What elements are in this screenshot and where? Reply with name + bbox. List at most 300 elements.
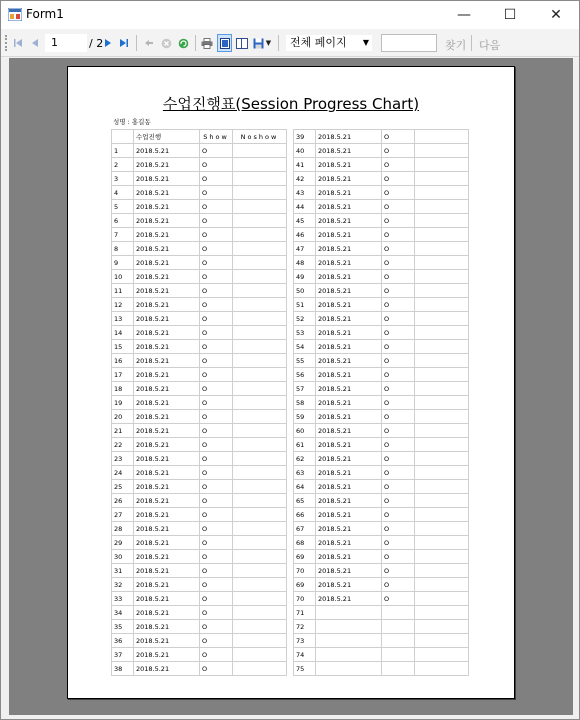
table-row [112,522,287,536]
session-date: 2018.5.21 [134,354,200,368]
show-mark [382,662,415,676]
noshow-mark [233,270,287,284]
session-date: 2018.5.21 [134,606,200,620]
session-date: 2018.5.21 [134,662,200,676]
row-number: 56 [294,368,316,382]
table-row [112,508,287,522]
show-mark: O [200,480,233,494]
show-mark: O [200,578,233,592]
row-number: 34 [112,606,134,620]
noshow-mark [233,214,287,228]
last-page-button[interactable] [117,34,131,52]
current-page-input[interactable]: 1 [45,34,87,52]
show-mark: O [200,298,233,312]
row-number: 52 [294,312,316,326]
table-row [112,410,287,424]
session-date: 2018.5.21 [134,494,200,508]
noshow-mark [415,578,469,592]
back-button[interactable] [142,34,156,52]
show-mark: O [382,452,415,466]
noshow-mark [415,424,469,438]
noshow-mark [233,186,287,200]
noshow-mark [415,228,469,242]
noshow-mark [415,354,469,368]
show-mark: O [200,466,233,480]
row-number: 70 [294,564,316,578]
session-date: 2018.5.21 [316,480,382,494]
session-date: 2018.5.21 [134,242,200,256]
row-number: 17 [112,368,134,382]
show-mark: O [382,410,415,424]
toolbar-grip[interactable] [5,35,8,51]
show-mark: O [200,438,233,452]
session-date: 2018.5.21 [134,172,200,186]
session-date: 2018.5.21 [316,410,382,424]
show-mark: O [200,158,233,172]
show-mark: O [382,382,415,396]
table-row [294,186,469,200]
print-icon [201,38,213,49]
show-mark: O [200,354,233,368]
noshow-mark [415,312,469,326]
noshow-mark [415,536,469,550]
noshow-mark [415,592,469,606]
session-date: 2018.5.21 [134,438,200,452]
row-number: 70 [294,592,316,606]
table-row [294,480,469,494]
row-number: 13 [112,312,134,326]
table-row [112,382,287,396]
row-number: 9 [112,256,134,270]
session-date: 2018.5.21 [134,382,200,396]
noshow-mark [233,606,287,620]
noshow-mark [233,536,287,550]
table-row [112,186,287,200]
student-name-label: 성명 : 홍길동 [113,118,151,126]
table-row [112,564,287,578]
row-number: 68 [294,536,316,550]
toolbar-separator [136,35,137,51]
noshow-mark [415,242,469,256]
row-number: 35 [112,620,134,634]
noshow-mark [415,284,469,298]
session-date: 2018.5.21 [316,438,382,452]
table-row [112,480,287,494]
row-number: 26 [112,494,134,508]
show-mark: O [382,536,415,550]
show-mark: O [382,354,415,368]
show-mark: O [382,508,415,522]
row-number: 57 [294,382,316,396]
report-title: 수업진행표(Session Progress Chart) [162,95,420,113]
table-row [112,452,287,466]
row-number: 62 [294,452,316,466]
table-row [112,634,287,648]
row-number: 43 [294,186,316,200]
row-number: 24 [112,466,134,480]
noshow-mark [233,620,287,634]
show-mark: O [382,522,415,536]
app-icon [8,8,22,21]
table-row [112,662,287,676]
show-mark: O [200,550,233,564]
show-mark: O [382,130,415,144]
show-mark: O [200,186,233,200]
stop-button[interactable] [159,34,173,52]
page-setup-button[interactable] [235,34,249,52]
print-layout-icon [220,38,230,49]
noshow-mark [415,564,469,578]
export-dropdown-button[interactable] [252,34,272,52]
chevron-down-icon: ▼ [265,39,272,47]
row-number: 64 [294,480,316,494]
noshow-mark [415,410,469,424]
noshow-mark [415,438,469,452]
table-row [112,550,287,564]
first-page-button[interactable] [11,34,25,52]
row-number: 39 [294,130,316,144]
noshow-mark [233,522,287,536]
session-date: 2018.5.21 [316,550,382,564]
table-row [112,494,287,508]
session-date: 2018.5.21 [134,634,200,648]
noshow-mark [415,648,469,662]
table-row [294,256,469,270]
row-number: 50 [294,284,316,298]
show-mark: O [382,480,415,494]
noshow-mark [415,186,469,200]
table-row [112,340,287,354]
noshow-mark [233,382,287,396]
noshow-mark [233,144,287,158]
session-date: 2018.5.21 [134,648,200,662]
table-row [112,606,287,620]
session-date: 2018.5.21 [134,536,200,550]
session-date: 2018.5.21 [316,144,382,158]
table-row [112,242,287,256]
noshow-mark [233,494,287,508]
session-date: 2018.5.21 [134,522,200,536]
progress-table-left [111,129,287,676]
table-row [294,564,469,578]
row-number: 27 [112,508,134,522]
header-no [112,130,134,144]
row-number: 4 [112,186,134,200]
show-mark: O [200,522,233,536]
row-number: 74 [294,648,316,662]
row-number: 73 [294,634,316,648]
session-date: 2018.5.21 [316,172,382,186]
session-date: 2018.5.21 [316,396,382,410]
table-row [294,494,469,508]
session-date: 2018.5.21 [316,354,382,368]
maximize-button[interactable] [487,1,533,29]
noshow-mark [415,662,469,676]
session-date: 2018.5.21 [316,466,382,480]
back-icon [144,38,154,48]
toolbar-separator [195,35,196,51]
show-mark: O [382,438,415,452]
noshow-mark [233,242,287,256]
session-date: 2018.5.21 [134,256,200,270]
noshow-mark [415,158,469,172]
noshow-mark [415,340,469,354]
row-number: 51 [294,298,316,312]
show-mark: O [382,564,415,578]
session-date: 2018.5.21 [316,326,382,340]
table-row [112,424,287,438]
row-number: 63 [294,466,316,480]
table-row [294,228,469,242]
noshow-mark [415,214,469,228]
row-number: 72 [294,620,316,634]
row-number: 44 [294,200,316,214]
show-mark: O [382,578,415,592]
table-row [294,606,469,620]
minimize-button[interactable] [441,1,487,29]
session-date [316,662,382,676]
noshow-mark [233,452,287,466]
row-number: 31 [112,564,134,578]
show-mark: O [200,410,233,424]
row-number: 46 [294,228,316,242]
noshow-mark [233,592,287,606]
table-row [294,396,469,410]
row-number: 49 [294,270,316,284]
show-mark: O [200,564,233,578]
row-number: 60 [294,424,316,438]
print-preview-area[interactable] [9,58,573,715]
show-mark: O [382,228,415,242]
show-mark: O [382,494,415,508]
progress-table-right [293,129,469,676]
noshow-mark [233,424,287,438]
table-row [294,634,469,648]
minimize-icon: — [457,7,471,23]
chevron-down-icon: ▼ [362,38,369,47]
show-mark: O [200,256,233,270]
session-date: 2018.5.21 [316,340,382,354]
noshow-mark [415,494,469,508]
previous-page-button[interactable] [28,34,42,52]
show-mark: O [200,312,233,326]
noshow-mark [233,298,287,312]
session-date: 2018.5.21 [134,340,200,354]
session-date: 2018.5.21 [316,256,382,270]
row-number: 28 [112,522,134,536]
table-row [294,508,469,522]
session-date: 2018.5.21 [134,158,200,172]
find-next-button[interactable]: 다음 [479,39,501,52]
session-date: 2018.5.21 [316,228,382,242]
noshow-mark [233,438,287,452]
table-row [294,270,469,284]
row-number: 21 [112,424,134,438]
session-date: 2018.5.21 [316,578,382,592]
close-button[interactable] [533,1,579,29]
table-row [294,354,469,368]
header-noshow: Noshow [233,130,287,144]
last-page-icon [119,38,129,48]
row-number: 5 [112,200,134,214]
noshow-mark [233,256,287,270]
show-mark: O [382,284,415,298]
row-number: 29 [112,536,134,550]
noshow-mark [233,550,287,564]
refresh-button[interactable] [176,34,190,52]
session-date: 2018.5.21 [134,564,200,578]
session-date: 2018.5.21 [134,228,200,242]
table-row [294,158,469,172]
maximize-icon: ☐ [503,7,517,23]
row-number: 25 [112,480,134,494]
table-row [112,270,287,284]
session-date: 2018.5.21 [134,284,200,298]
table-row [112,466,287,480]
row-number: 59 [294,410,316,424]
show-mark: O [382,466,415,480]
session-date: 2018.5.21 [316,186,382,200]
noshow-mark [233,634,287,648]
show-mark: O [200,326,233,340]
session-date: 2018.5.21 [316,200,382,214]
noshow-mark [415,606,469,620]
noshow-mark [233,564,287,578]
noshow-mark [233,326,287,340]
session-date: 2018.5.21 [316,214,382,228]
table-row [294,312,469,326]
print-layout-button[interactable] [217,34,232,52]
session-date: 2018.5.21 [316,536,382,550]
row-number: 66 [294,508,316,522]
session-date: 2018.5.21 [134,410,200,424]
row-number: 58 [294,396,316,410]
show-mark: O [200,270,233,284]
find-button[interactable]: 찾기 [445,39,467,52]
show-mark: O [200,536,233,550]
row-number: 36 [112,634,134,648]
noshow-mark [415,130,469,144]
session-date: 2018.5.21 [316,522,382,536]
row-number: 38 [112,662,134,676]
row-number: 11 [112,284,134,298]
table-row [294,200,469,214]
row-number: 22 [112,438,134,452]
noshow-mark [415,172,469,186]
noshow-mark [233,508,287,522]
show-mark: O [382,298,415,312]
row-number: 3 [112,172,134,186]
session-date: 2018.5.21 [316,312,382,326]
session-date: 2018.5.21 [134,186,200,200]
show-mark: O [200,200,233,214]
table-row [294,214,469,228]
zoom-select[interactable] [285,34,373,52]
show-mark: O [200,284,233,298]
noshow-mark [415,382,469,396]
show-mark [382,606,415,620]
table-row [112,592,287,606]
row-number: 40 [294,144,316,158]
table-row [294,368,469,382]
session-date: 2018.5.21 [134,396,200,410]
show-mark: O [382,172,415,186]
show-mark: O [382,144,415,158]
session-date: 2018.5.21 [134,452,200,466]
title-bar[interactable] [1,1,579,29]
table-row [112,298,287,312]
show-mark: O [382,270,415,284]
table-row [112,214,287,228]
show-mark: O [200,144,233,158]
noshow-mark [415,522,469,536]
noshow-mark [415,508,469,522]
show-mark: O [200,424,233,438]
row-number: 45 [294,214,316,228]
session-date: 2018.5.21 [134,312,200,326]
session-date: 2018.5.21 [134,298,200,312]
table-row [294,424,469,438]
show-mark: O [200,242,233,256]
show-mark: O [382,186,415,200]
table-row [294,522,469,536]
table-row [112,284,287,298]
noshow-mark [233,578,287,592]
row-number: 53 [294,326,316,340]
row-number: 33 [112,592,134,606]
noshow-mark [233,200,287,214]
table-row [112,158,287,172]
show-mark: O [382,256,415,270]
page-setup-icon [236,38,248,49]
table-row [112,536,287,550]
show-mark: O [200,592,233,606]
table-row [294,592,469,606]
show-mark: O [200,214,233,228]
show-mark [382,648,415,662]
total-pages-label: / 2 [89,37,104,50]
row-number: 71 [294,606,316,620]
next-page-button[interactable] [101,34,115,52]
show-mark: O [200,382,233,396]
table-row [294,620,469,634]
row-number: 48 [294,256,316,270]
noshow-mark [415,634,469,648]
table-row [112,312,287,326]
print-button[interactable] [200,34,214,52]
session-date: 2018.5.21 [134,326,200,340]
table-row [294,648,469,662]
show-mark: O [200,172,233,186]
table-row [112,648,287,662]
show-mark [382,634,415,648]
table-row [294,662,469,676]
row-number: 18 [112,382,134,396]
row-number: 75 [294,662,316,676]
session-date: 2018.5.21 [316,494,382,508]
show-mark: O [382,200,415,214]
noshow-mark [415,396,469,410]
show-mark: O [382,214,415,228]
row-number: 15 [112,340,134,354]
noshow-mark [233,354,287,368]
row-number: 20 [112,410,134,424]
table-header-row [112,130,287,144]
show-mark: O [200,648,233,662]
noshow-mark [233,284,287,298]
find-input[interactable] [381,34,437,52]
table-row [294,284,469,298]
